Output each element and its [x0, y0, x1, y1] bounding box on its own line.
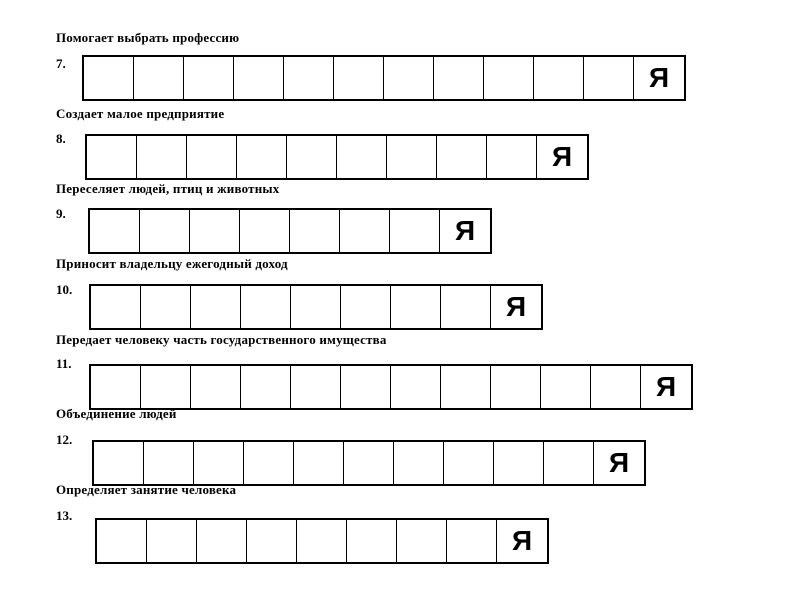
- answer-cell[interactable]: [341, 366, 391, 408]
- answer-cell[interactable]: [241, 366, 291, 408]
- answer-cell[interactable]: [441, 366, 491, 408]
- answer-row-13: [95, 518, 549, 564]
- number-8: 8.: [56, 131, 66, 146]
- answer-cell-letter[interactable]: Я: [511, 525, 533, 556]
- number-13: 13.: [56, 508, 73, 523]
- answer-cell[interactable]: [584, 57, 634, 99]
- answer-cell[interactable]: [390, 210, 440, 252]
- answer-cell[interactable]: [391, 366, 441, 408]
- number-10: 10.: [56, 282, 73, 297]
- answer-cell[interactable]: [144, 442, 194, 484]
- clue-10: Приносит владельцу ежегодный доход: [56, 256, 288, 271]
- answer-cell[interactable]: [141, 366, 191, 408]
- answer-cell[interactable]: [491, 366, 541, 408]
- answer-cell[interactable]: [287, 136, 337, 178]
- answer-cell[interactable]: [434, 57, 484, 99]
- answer-cell[interactable]: [190, 210, 240, 252]
- answer-row-12: [92, 440, 646, 486]
- answer-cell[interactable]: [494, 442, 544, 484]
- answer-cell-letter[interactable]: Я: [648, 62, 670, 93]
- answer-cell[interactable]: [340, 210, 390, 252]
- answer-cell[interactable]: [284, 57, 334, 99]
- answer-row-9: [88, 208, 492, 254]
- answer-cell[interactable]: [591, 366, 641, 408]
- answer-cell-letter[interactable]: Я: [505, 291, 527, 322]
- answer-cell-letter[interactable]: Я: [551, 141, 573, 172]
- answer-cell[interactable]: [484, 57, 534, 99]
- answer-cell[interactable]: [291, 286, 341, 328]
- answer-cell[interactable]: [90, 210, 140, 252]
- clue-7: Помогает выбрать профессию: [56, 30, 240, 45]
- answer-cell[interactable]: [544, 442, 594, 484]
- answer-cell[interactable]: [291, 366, 341, 408]
- answer-cell-letter[interactable]: Я: [608, 447, 630, 478]
- answer-cell[interactable]: [84, 57, 134, 99]
- answer-cell[interactable]: [534, 57, 584, 99]
- answer-cell[interactable]: [294, 442, 344, 484]
- answer-cell[interactable]: [240, 210, 290, 252]
- answer-cell[interactable]: [247, 520, 297, 562]
- answer-cell[interactable]: [487, 136, 537, 178]
- answer-cell[interactable]: [244, 442, 294, 484]
- answer-cell[interactable]: [140, 210, 190, 252]
- answer-cell[interactable]: [444, 442, 494, 484]
- answer-cell[interactable]: [94, 442, 144, 484]
- clue-12: Объединение людей: [56, 406, 177, 421]
- answer-cell-letter[interactable]: Я: [454, 215, 476, 246]
- answer-cell[interactable]: [191, 286, 241, 328]
- clue-9: Переселяет людей, птиц и животных: [56, 181, 280, 196]
- answer-row-10: [89, 284, 543, 330]
- answer-row-8: [85, 134, 589, 180]
- number-7: 7.: [56, 56, 66, 71]
- answer-cell[interactable]: [337, 136, 387, 178]
- answer-cell[interactable]: [91, 366, 141, 408]
- answer-cell[interactable]: [437, 136, 487, 178]
- answer-cell[interactable]: [237, 136, 287, 178]
- answer-row-7: [82, 55, 686, 101]
- answer-cell[interactable]: [344, 442, 394, 484]
- answer-cell[interactable]: [290, 210, 340, 252]
- clue-8: Создает малое предприятие: [56, 106, 225, 121]
- number-9: 9.: [56, 206, 66, 221]
- answer-cell[interactable]: [97, 520, 147, 562]
- answer-cell[interactable]: [194, 442, 244, 484]
- answer-cell[interactable]: [197, 520, 247, 562]
- answer-cell[interactable]: [384, 57, 434, 99]
- answer-cell[interactable]: [191, 366, 241, 408]
- answer-cell[interactable]: [347, 520, 397, 562]
- answer-cell[interactable]: [137, 136, 187, 178]
- answer-cell[interactable]: [234, 57, 284, 99]
- clue-11: Передает человеку часть государственного имущества: [56, 332, 387, 347]
- answer-cell[interactable]: [297, 520, 347, 562]
- answer-cell[interactable]: [394, 442, 444, 484]
- answer-cell[interactable]: [341, 286, 391, 328]
- number-12: 12.: [56, 432, 73, 447]
- answer-cell[interactable]: [134, 57, 184, 99]
- answer-cell[interactable]: [397, 520, 447, 562]
- answer-cell[interactable]: [447, 520, 497, 562]
- answer-cell[interactable]: [334, 57, 384, 99]
- answer-cell[interactable]: [187, 136, 237, 178]
- answer-cell[interactable]: [441, 286, 491, 328]
- answer-cell[interactable]: [91, 286, 141, 328]
- answer-cell[interactable]: [87, 136, 137, 178]
- answer-cell[interactable]: [147, 520, 197, 562]
- number-11: 11.: [56, 356, 72, 371]
- clue-13: Определяет занятие человека: [56, 482, 237, 497]
- answer-row-11: [89, 364, 693, 410]
- answer-cell[interactable]: [184, 57, 234, 99]
- answer-cell[interactable]: [241, 286, 291, 328]
- answer-cell-letter[interactable]: Я: [655, 371, 677, 402]
- answer-cell[interactable]: [387, 136, 437, 178]
- answer-cell[interactable]: [141, 286, 191, 328]
- answer-cell[interactable]: [541, 366, 591, 408]
- answer-cell[interactable]: [391, 286, 441, 328]
